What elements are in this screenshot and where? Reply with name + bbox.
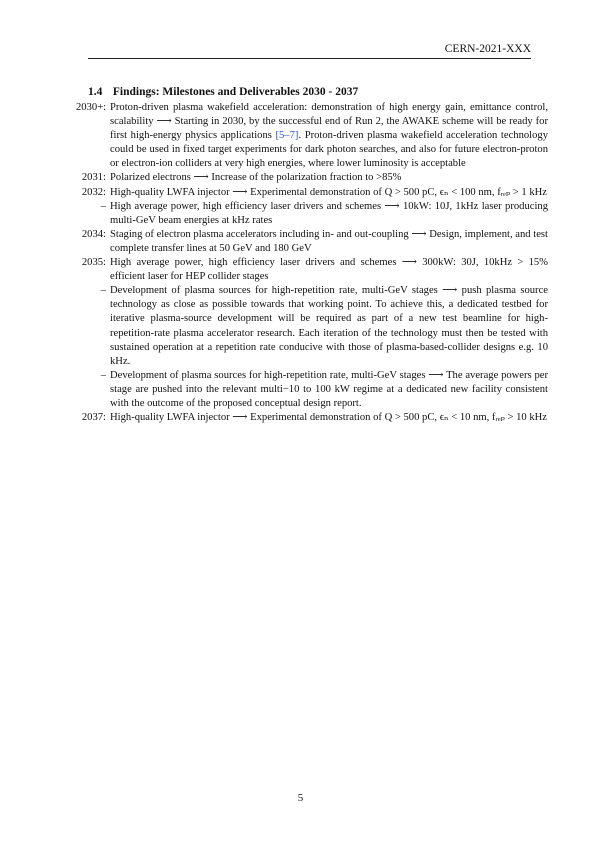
milestone-list: [76, 101, 548, 425]
milestone-item: [76, 101, 548, 171]
milestone-item: [76, 256, 548, 284]
milestone-dash: –: [100, 369, 106, 381]
milestone-label: 2032:: [81, 186, 106, 198]
milestone-label: 2031:: [81, 172, 106, 184]
milestone-text: [110, 101, 548, 171]
milestone-dash: –: [100, 200, 106, 212]
milestone-item: [76, 171, 548, 185]
milestone-text: Polarized electrons ⟶ Increase of the polarization fraction to >85%: [110, 172, 402, 184]
document-id: CERN-2021-XXX: [444, 43, 531, 55]
milestone-text: Staging of electron plasma accelerators including in- and out-coupling ⟶ Design, implement, and test complete transfer lines at 50 GeV and 180 GeV: [110, 228, 548, 254]
milestone-item: [76, 186, 548, 200]
milestone-text: High average power, high efficiency laser drivers and schemes ⟶ 10kW: 10J, 1kHz laser producing multi-GeV beam energies at kHz rates: [110, 200, 548, 226]
milestone-label: 2037:: [81, 412, 106, 424]
milestone-subitem: [76, 369, 548, 411]
milestone-label: 2034:: [81, 228, 106, 240]
milestone-text-part: Proton-driven plasma wakefield acceleration: demonstration of high energy gain, emittance control, scalability ⟶ Starting in 2030, by the successful end of Run 2, the AWAKE scheme will be ready for first high-energy physics applications: [110, 102, 548, 142]
milestone-text: High average power, high efficiency laser drivers and schemes ⟶ 300kW: 30J, 10kHz > 15% efficient laser for HEP collider stages: [110, 257, 548, 283]
milestone-subitem: [76, 200, 548, 228]
milestone-dash: –: [100, 285, 106, 297]
section-heading: [88, 85, 548, 99]
milestone-subitem: [76, 284, 548, 369]
milestone-text-part: . Proton-driven plasma wakefield acceleration technology could be used in fixed target experiments for dark photon searches, and also for future electron-proton or electron-ion colliders at very high energies, where lower luminosity is acceptable: [110, 130, 548, 170]
milestone-text: Development of plasma sources for high-repetition rate, multi-GeV stages ⟶ The average powers per stage are pushed into the relevant multi−10 to 100 kW regime at a dedicated new facility consistent with the outcome of the proposed conceptual design report.: [110, 369, 548, 409]
running-header: [88, 42, 531, 59]
milestone-label: 2030+:: [76, 102, 107, 113]
milestone-text: Development of plasma sources for high-repetition rate, multi-GeV stages ⟶ push plasma source technology as close as possible towards that working point. To achieve this, a dedicated testbed for iterative plasma-source development will be required as part of a new test beamline for high-repetition-rate plasma accelerator research. Each iteration of the technology must then be tested with sustained operation at a repetition rate conducive with those of plasma-based-collider designs e.g. 10 kHz.: [110, 285, 548, 367]
milestone-text: High-quality LWFA injector ⟶ Experimental demonstration of Q > 500 pC, ϵₙ < 100 nm, fᵣₑₚ > 1 kHz: [110, 186, 547, 198]
milestone-item: [76, 228, 548, 256]
section-number: 1.4: [88, 86, 103, 98]
citation-link[interactable]: [5–7]: [275, 130, 299, 142]
milestone-item: [76, 411, 548, 425]
milestone-text: High-quality LWFA injector ⟶ Experimental demonstration of Q > 500 pC, ϵₙ < 10 nm, fᵣₑₚ > 10 kHz: [110, 412, 547, 424]
section-title: Findings: Milestones and Deliverables 2030 - 2037: [112, 86, 359, 98]
milestone-label: 2035:: [81, 257, 106, 269]
page-number: 5: [297, 792, 304, 804]
